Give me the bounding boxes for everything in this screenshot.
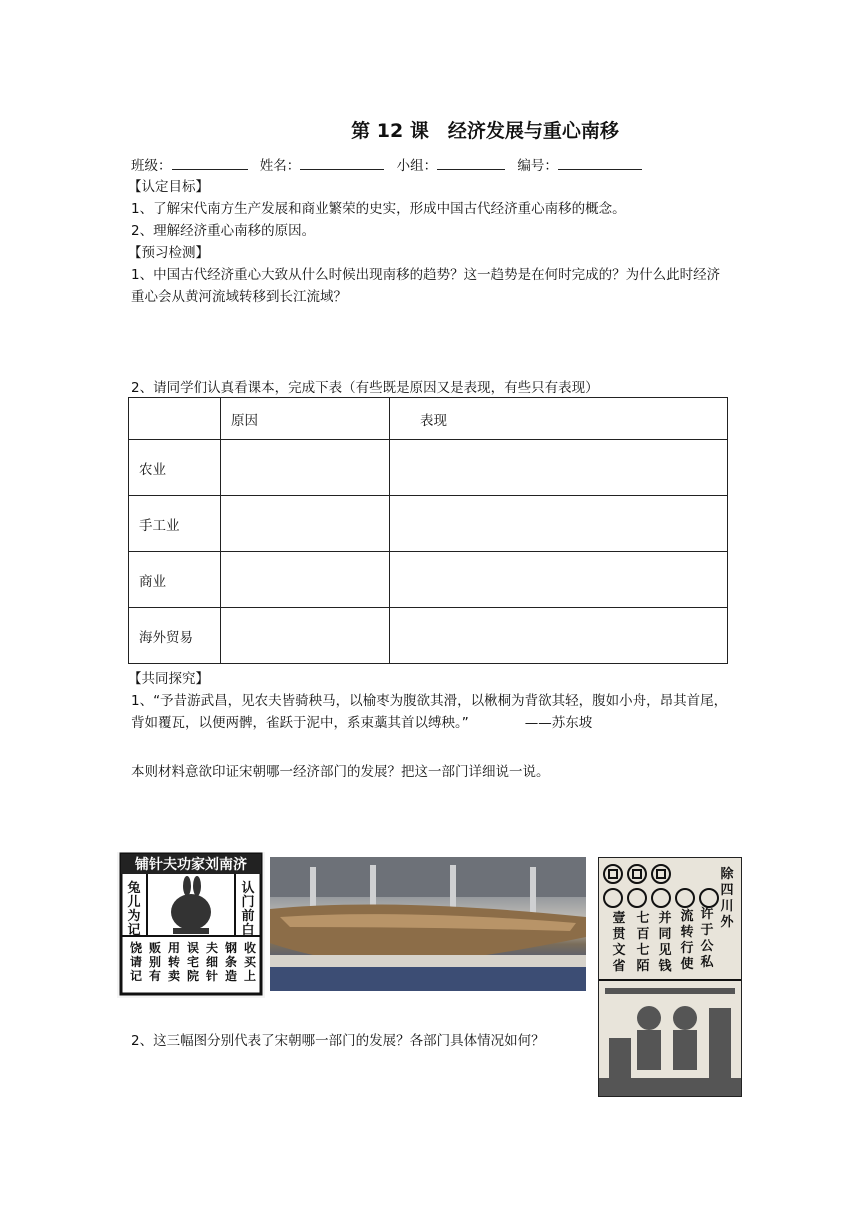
- svg-text:儿: 儿: [127, 895, 141, 910]
- goal-item-2: 2、理解经济重心南移的原因。: [131, 223, 316, 239]
- svg-text:为: 为: [127, 909, 141, 924]
- explore-heading: 【共同探究】: [128, 671, 209, 687]
- svg-text:兔: 兔: [127, 881, 141, 896]
- ad-top-text: 铺针夫功家刘南济: [135, 857, 247, 873]
- svg-text:误: 误: [186, 941, 200, 955]
- svg-text:针: 针: [205, 969, 219, 983]
- svg-text:转: 转: [167, 955, 181, 969]
- number-label: 编号：: [517, 158, 558, 174]
- svg-text:请: 请: [129, 955, 143, 969]
- svg-text:文: 文: [612, 943, 626, 958]
- svg-text:百: 百: [636, 927, 650, 942]
- preview-question-2: 2、请同学们认真看课本，完成下表（有些既是原因又是表现，有些只有表现）: [131, 380, 599, 396]
- table-header-empty: [129, 398, 221, 440]
- svg-text:记: 记: [129, 969, 143, 983]
- svg-text:除: 除: [720, 867, 734, 882]
- table-cell-manifestation[interactable]: [390, 496, 728, 552]
- table-cell-cause[interactable]: [221, 440, 390, 496]
- svg-text:用: 用: [167, 941, 181, 955]
- svg-text:细: 细: [205, 955, 219, 969]
- explore-question-1-prompt: 本则材料意欲印证宋朝哪一经济部门的发展？把这一部门详细说一说。: [131, 764, 550, 780]
- svg-text:钢: 钢: [224, 941, 238, 955]
- svg-text:外: 外: [720, 915, 734, 930]
- svg-text:流: 流: [680, 909, 694, 924]
- svg-text:造: 造: [224, 969, 238, 983]
- svg-text:贩: 贩: [148, 941, 162, 955]
- svg-text:使: 使: [680, 957, 694, 972]
- svg-text:条: 条: [224, 955, 238, 969]
- svg-text:上: 上: [243, 969, 257, 983]
- class-field[interactable]: [172, 155, 248, 170]
- table-row-label: 商业: [129, 552, 221, 608]
- svg-text:院: 院: [186, 969, 200, 983]
- svg-text:私: 私: [700, 955, 714, 970]
- quote-attribution: ——苏东坡: [524, 715, 593, 731]
- preview-heading: 【预习检测】: [128, 245, 209, 261]
- group-label: 小组：: [396, 158, 438, 174]
- causes-table: [128, 397, 728, 664]
- svg-text:夫: 夫: [205, 941, 219, 955]
- table-cell-cause[interactable]: [221, 496, 390, 552]
- svg-text:宅: 宅: [186, 955, 200, 969]
- table-row-label: 海外贸易: [129, 608, 221, 664]
- svg-text:转: 转: [680, 925, 694, 940]
- svg-text:买: 买: [243, 955, 257, 969]
- name-label: 姓名：: [259, 158, 301, 174]
- svg-text:白: 白: [241, 923, 255, 938]
- svg-text:贯: 贯: [612, 927, 626, 942]
- goals-heading: 【认定目标】: [128, 179, 209, 195]
- table-cell-cause[interactable]: [221, 608, 390, 664]
- svg-text:门: 门: [241, 895, 255, 910]
- svg-text:同: 同: [658, 927, 672, 942]
- svg-text:卖: 卖: [167, 969, 181, 983]
- svg-text:陌: 陌: [636, 959, 650, 974]
- group-field[interactable]: [437, 155, 505, 170]
- svg-text:记: 记: [127, 923, 141, 938]
- table-cell-manifestation[interactable]: [390, 608, 728, 664]
- svg-text:行: 行: [680, 941, 694, 956]
- table-cell-manifestation[interactable]: [390, 552, 728, 608]
- table-header-cause: 原因: [221, 398, 390, 440]
- table-row-label: 手工业: [129, 496, 221, 552]
- svg-text:省: 省: [612, 959, 626, 974]
- svg-text:收: 收: [243, 941, 257, 955]
- goal-item-1: 1、了解宋代南方生产发展和商业繁荣的史实，形成中国古代经济重心南移的概念。: [131, 201, 626, 217]
- class-label: 班级：: [131, 158, 172, 174]
- needle-shop-ad-image: [117, 852, 265, 998]
- jiaozi-paper-money-image: [598, 857, 742, 1097]
- svg-text:许: 许: [700, 907, 714, 922]
- svg-text:饶: 饶: [129, 941, 143, 955]
- explore-question-2: 2、这三幅图分别代表了宋朝哪一部门的发展？各部门具体情况如何？: [131, 1033, 545, 1049]
- svg-text:七: 七: [636, 943, 650, 958]
- svg-text:壹: 壹: [612, 911, 626, 926]
- svg-text:七: 七: [636, 911, 650, 926]
- svg-text:见: 见: [658, 943, 672, 958]
- number-field[interactable]: [558, 155, 642, 170]
- svg-text:川: 川: [720, 899, 734, 914]
- svg-text:钱: 钱: [658, 959, 672, 974]
- preview-question-1: 1、中国古代经济重心大致从什么时候出现南移的趋势？这一趋势是在何时完成的？为什么此时经济重心会从黄河流域转移到长江流域？: [131, 267, 721, 305]
- table-cell-cause[interactable]: [221, 552, 390, 608]
- svg-text:有: 有: [148, 969, 162, 983]
- svg-text:公: 公: [700, 939, 714, 954]
- table-header-manifestation: 表现: [390, 398, 728, 440]
- table-cell-manifestation[interactable]: [390, 440, 728, 496]
- svg-text:别: 别: [148, 955, 162, 969]
- student-info-row: [131, 155, 642, 176]
- svg-text:认: 认: [241, 881, 255, 896]
- svg-text:前: 前: [241, 909, 255, 924]
- table-row-label: 农业: [129, 440, 221, 496]
- name-field[interactable]: [300, 155, 384, 170]
- svg-text:于: 于: [700, 923, 714, 938]
- svg-text:四: 四: [720, 883, 734, 898]
- quote-text: 1、“予昔游武昌，见农夫皆骑秧马，以榆枣为腹欲其滑，以楸桐为背欲其轻，腹如小舟，昂其首尾，背如覆瓦，以便两髀，雀跃于泥中，系束藁其首以缚秧。”: [131, 693, 728, 731]
- page-title: 第 12 课 经济发展与重心南移: [351, 120, 619, 142]
- svg-text:并: 并: [658, 911, 672, 926]
- explore-question-1: [131, 690, 731, 734]
- ancient-ship-photo: [270, 857, 586, 991]
